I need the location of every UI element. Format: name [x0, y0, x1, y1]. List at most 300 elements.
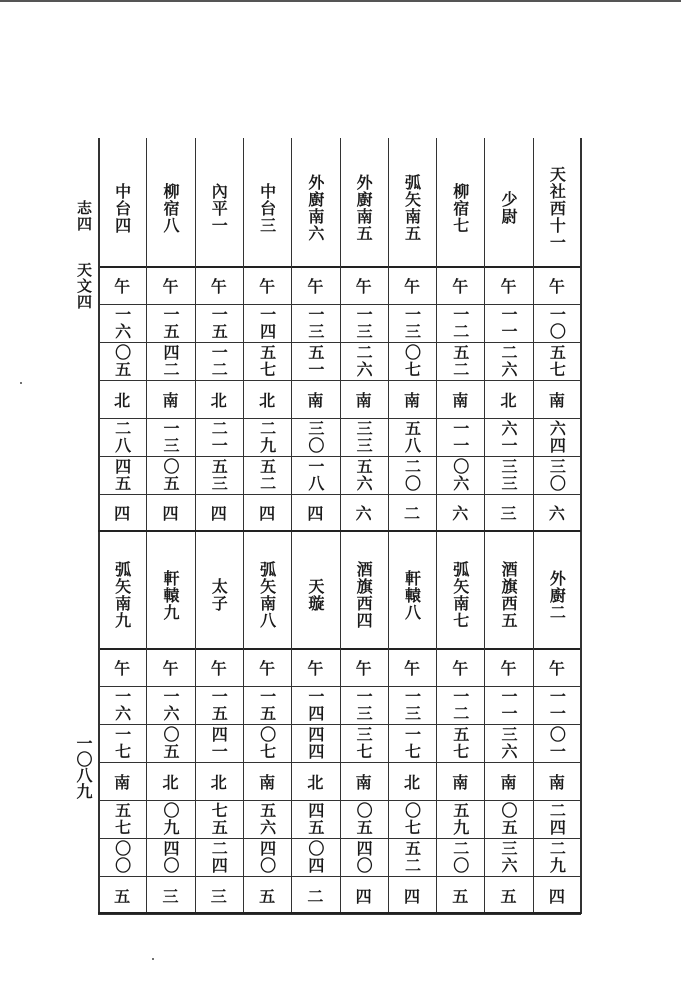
cell-value: 五	[259, 886, 276, 906]
cell-value: 五二	[402, 840, 422, 874]
star-name: 酒旗西四	[354, 561, 374, 629]
cell-value: 北	[500, 390, 517, 410]
degree-minute-cell	[533, 838, 581, 876]
column-rule	[195, 138, 196, 914]
magnitude-cell	[98, 494, 146, 530]
cell-value: 〇九	[160, 802, 180, 836]
cell-value: 七五	[209, 802, 229, 836]
cell-value: 六	[452, 503, 469, 523]
column-rule	[436, 138, 437, 914]
cell-value: 四	[259, 503, 276, 523]
cell-value: 四四	[305, 726, 325, 760]
cell-value: 〇五	[160, 726, 180, 760]
magnitude-cell	[340, 876, 388, 914]
star-name-cell	[98, 530, 146, 648]
cell-value: 一七	[402, 726, 422, 760]
cell-value: 五三	[209, 458, 229, 492]
cell-value: 午	[452, 276, 469, 296]
cell-value: 一〇	[547, 306, 567, 340]
minute-cell	[146, 342, 194, 380]
cell-value: 一六	[160, 688, 180, 722]
time-cell	[146, 266, 194, 304]
cell-value: 一七	[112, 726, 132, 760]
time-cell	[195, 266, 243, 304]
column-rule	[388, 138, 389, 914]
degree-cell	[291, 418, 339, 456]
cell-value: 五八	[402, 420, 422, 454]
star-name-cell	[291, 530, 339, 648]
cell-value: 五	[500, 886, 517, 906]
star-name-cell	[436, 138, 484, 266]
hour-cell	[533, 686, 581, 724]
minute-cell	[98, 342, 146, 380]
cell-value: 四	[403, 886, 420, 906]
star-name-cell	[146, 138, 194, 266]
direction-cell	[533, 380, 581, 418]
cell-value: 五七	[547, 344, 567, 378]
star-name-cell	[340, 138, 388, 266]
minute-cell	[243, 342, 291, 380]
star-name-cell	[484, 138, 532, 266]
degree-cell	[340, 418, 388, 456]
cell-value: 北	[403, 772, 420, 792]
star-name: 弧矢南七	[450, 561, 470, 629]
star-name-cell	[436, 530, 484, 648]
direction-cell	[388, 380, 436, 418]
cell-value: 三七	[354, 726, 374, 760]
time-cell	[436, 266, 484, 304]
time-cell	[243, 648, 291, 686]
cell-value: 午	[210, 276, 227, 296]
minute-cell	[388, 724, 436, 762]
hour-cell	[243, 686, 291, 724]
degree-cell	[291, 800, 339, 838]
cell-value: 一二	[209, 344, 229, 378]
star-name: 太子	[209, 578, 229, 612]
direction-cell	[243, 380, 291, 418]
minute-cell	[146, 724, 194, 762]
direction-cell	[436, 762, 484, 800]
hour-cell	[146, 686, 194, 724]
cell-value: 午	[548, 276, 565, 296]
cell-value: 午	[500, 276, 517, 296]
cell-value: 南	[307, 390, 324, 410]
page-number: 一〇八九	[74, 735, 93, 799]
cell-value: 四	[307, 503, 324, 523]
minute-cell	[195, 342, 243, 380]
cell-value: 一三	[402, 306, 422, 340]
magnitude-cell	[484, 494, 532, 530]
cell-value: 〇五	[160, 458, 180, 492]
degree-cell	[533, 418, 581, 456]
cell-value: 四二	[160, 344, 180, 378]
star-name-cell	[388, 530, 436, 648]
cell-value: 二	[307, 886, 324, 906]
degree-minute-cell	[243, 456, 291, 494]
degree-minute-cell	[484, 838, 532, 876]
degree-minute-cell	[243, 838, 291, 876]
direction-cell	[243, 762, 291, 800]
star-table	[98, 138, 581, 914]
degree-minute-cell	[195, 838, 243, 876]
magnitude-cell	[195, 494, 243, 530]
degree-cell	[436, 418, 484, 456]
magnitude-cell	[436, 876, 484, 914]
cell-value: 午	[307, 276, 324, 296]
cell-value: 一二	[450, 688, 470, 722]
degree-minute-cell	[291, 838, 339, 876]
hour-cell	[340, 686, 388, 724]
cell-value: 〇七	[402, 344, 422, 378]
direction-cell	[146, 380, 194, 418]
cell-value: 五	[114, 886, 131, 906]
cell-value: 三六	[499, 840, 519, 874]
cell-value: 北	[259, 390, 276, 410]
degree-cell	[98, 418, 146, 456]
cell-value: 午	[114, 658, 131, 678]
cell-value: 四五	[112, 458, 132, 492]
hour-cell	[291, 304, 339, 342]
star-name: 軒轅八	[402, 569, 422, 621]
degree-minute-cell	[436, 838, 484, 876]
star-name: 弧矢南五	[402, 174, 422, 242]
star-name-cell	[146, 530, 194, 648]
cell-value: 四	[114, 503, 131, 523]
cell-value: 午	[548, 658, 565, 678]
star-name: 柳宿八	[160, 182, 180, 234]
minute-cell	[195, 724, 243, 762]
cell-value: 一四	[257, 306, 277, 340]
cell-value: 一八	[305, 458, 325, 492]
magnitude-cell	[195, 876, 243, 914]
star-name: 天璇	[305, 578, 325, 612]
chapter-label: 志四	[75, 200, 93, 232]
degree-cell	[388, 800, 436, 838]
cell-value: 〇六	[450, 458, 470, 492]
degree-minute-cell	[98, 838, 146, 876]
cell-value: 午	[259, 658, 276, 678]
cell-value: 南	[403, 390, 420, 410]
magnitude-cell	[146, 494, 194, 530]
cell-value: 〇七	[257, 726, 277, 760]
degree-cell	[195, 800, 243, 838]
direction-cell	[195, 762, 243, 800]
cell-value: 四〇	[354, 840, 374, 874]
magnitude-cell	[146, 876, 194, 914]
degree-cell	[98, 800, 146, 838]
cell-value: 北	[210, 390, 227, 410]
direction-cell	[484, 380, 532, 418]
magnitude-cell	[291, 494, 339, 530]
direction-cell	[340, 380, 388, 418]
degree-minute-cell	[533, 456, 581, 494]
direction-cell	[195, 380, 243, 418]
degree-minute-cell	[484, 456, 532, 494]
magnitude-cell	[436, 494, 484, 530]
direction-cell	[436, 380, 484, 418]
star-name-cell	[195, 530, 243, 648]
hour-cell	[98, 304, 146, 342]
star-name: 外廚南六	[305, 174, 325, 242]
cell-value: 〇一	[547, 726, 567, 760]
cell-value: 二八	[112, 420, 132, 454]
star-name-cell	[243, 530, 291, 648]
cell-value: 三三	[499, 458, 519, 492]
cell-value: 一二	[450, 306, 470, 340]
cell-value: 〇五	[112, 344, 132, 378]
degree-cell	[146, 418, 194, 456]
magnitude-cell	[291, 876, 339, 914]
cell-value: 南	[452, 772, 469, 792]
cell-value: 一五	[209, 306, 229, 340]
time-cell	[533, 266, 581, 304]
cell-value: 二六	[499, 344, 519, 378]
degree-minute-cell	[146, 838, 194, 876]
speck	[20, 382, 22, 384]
cell-value: 〇五	[499, 802, 519, 836]
hour-cell	[388, 686, 436, 724]
direction-cell	[98, 762, 146, 800]
column-rule	[533, 138, 534, 914]
cell-value: 南	[355, 390, 372, 410]
degree-cell	[243, 418, 291, 456]
minute-cell	[388, 342, 436, 380]
hour-cell	[146, 304, 194, 342]
cell-value: 五七	[450, 726, 470, 760]
magnitude-cell	[388, 876, 436, 914]
cell-value: 一四	[305, 688, 325, 722]
cell-value: 一三	[402, 688, 422, 722]
hour-cell	[195, 304, 243, 342]
time-cell	[484, 266, 532, 304]
column-rule	[98, 138, 100, 914]
minute-cell	[98, 724, 146, 762]
cell-value: 二〇	[450, 840, 470, 874]
cell-value: 午	[355, 276, 372, 296]
magnitude-cell	[533, 876, 581, 914]
time-cell	[484, 648, 532, 686]
cell-value: 四	[162, 503, 179, 523]
degree-minute-cell	[388, 456, 436, 494]
degree-minute-cell	[195, 456, 243, 494]
cell-value: 午	[403, 276, 420, 296]
degree-minute-cell	[388, 838, 436, 876]
time-cell	[533, 648, 581, 686]
hour-cell	[98, 686, 146, 724]
cell-value: 北	[162, 772, 179, 792]
star-name-cell	[195, 138, 243, 266]
cell-value: 五九	[450, 802, 470, 836]
time-cell	[291, 266, 339, 304]
cell-value: 北	[307, 772, 324, 792]
cell-value: 午	[452, 658, 469, 678]
degree-minute-cell	[146, 456, 194, 494]
cell-value: 午	[403, 658, 420, 678]
cell-value: 二九	[257, 420, 277, 454]
minute-cell	[243, 724, 291, 762]
hour-cell	[388, 304, 436, 342]
minute-cell	[533, 724, 581, 762]
cell-value: 三〇	[547, 458, 567, 492]
degree-minute-cell	[340, 456, 388, 494]
hour-cell	[484, 686, 532, 724]
cell-value: 四〇	[160, 840, 180, 874]
magnitude-cell	[484, 876, 532, 914]
minute-cell	[533, 342, 581, 380]
direction-cell	[484, 762, 532, 800]
minute-cell	[340, 342, 388, 380]
degree-minute-cell	[291, 456, 339, 494]
cell-value: 五二	[257, 458, 277, 492]
direction-cell	[291, 762, 339, 800]
cell-value: 二〇	[402, 458, 422, 492]
time-cell	[195, 648, 243, 686]
cell-value: 四	[210, 503, 227, 523]
cell-value: 一三	[305, 306, 325, 340]
column-rule	[484, 138, 485, 914]
cell-value: 五六	[257, 802, 277, 836]
degree-cell	[195, 418, 243, 456]
degree-minute-cell	[340, 838, 388, 876]
cell-value: 一一	[450, 420, 470, 454]
column-rule	[243, 138, 244, 914]
minute-cell	[484, 724, 532, 762]
minute-cell	[291, 724, 339, 762]
star-name: 外廚二	[547, 569, 567, 621]
time-cell	[98, 266, 146, 304]
cell-value: 南	[355, 772, 372, 792]
hour-cell	[340, 304, 388, 342]
degree-cell	[243, 800, 291, 838]
cell-value: 南	[114, 772, 131, 792]
direction-cell	[533, 762, 581, 800]
minute-cell	[340, 724, 388, 762]
cell-value: 午	[114, 276, 131, 296]
hour-cell	[195, 686, 243, 724]
time-cell	[340, 648, 388, 686]
hour-cell	[291, 686, 339, 724]
minute-cell	[436, 724, 484, 762]
degree-cell	[436, 800, 484, 838]
cell-value: 午	[500, 658, 517, 678]
star-name: 弧矢南八	[257, 561, 277, 629]
star-name: 軒轅九	[160, 569, 180, 621]
cell-value: 三六	[499, 726, 519, 760]
cell-value: 三	[500, 503, 517, 523]
degree-cell	[533, 800, 581, 838]
star-name-cell	[533, 530, 581, 648]
cell-value: 六四	[547, 420, 567, 454]
cell-value: 一五	[160, 306, 180, 340]
cell-value: 二四	[547, 802, 567, 836]
cell-value: 午	[162, 658, 179, 678]
hour-cell	[436, 686, 484, 724]
cell-value: 四	[355, 886, 372, 906]
direction-cell	[146, 762, 194, 800]
magnitude-cell	[340, 494, 388, 530]
star-name-cell	[291, 138, 339, 266]
degree-cell	[388, 418, 436, 456]
hour-cell	[484, 304, 532, 342]
cell-value: 一三	[160, 420, 180, 454]
hour-cell	[243, 304, 291, 342]
time-cell	[98, 648, 146, 686]
magnitude-cell	[243, 494, 291, 530]
cell-value: 二九	[547, 840, 567, 874]
cell-value: 一一	[547, 688, 567, 722]
star-name: 少尉	[499, 191, 519, 225]
section-label: 天文四	[75, 262, 93, 310]
cell-value: 二一	[209, 420, 229, 454]
magnitude-cell	[243, 876, 291, 914]
time-cell	[388, 266, 436, 304]
star-name: 柳宿七	[450, 182, 470, 234]
cell-value: 南	[548, 390, 565, 410]
degree-cell	[340, 800, 388, 838]
cell-value: 午	[210, 658, 227, 678]
minute-cell	[291, 342, 339, 380]
star-name: 弧矢南九	[112, 561, 132, 629]
cell-value: 一六	[112, 688, 132, 722]
section-rule	[98, 530, 581, 532]
minute-cell	[436, 342, 484, 380]
cell-value: 三	[162, 886, 179, 906]
cell-value: 一三	[354, 688, 374, 722]
degree-cell	[484, 418, 532, 456]
bottom-rule	[98, 912, 581, 914]
cell-value: 二六	[354, 344, 374, 378]
row-rule	[98, 914, 581, 915]
cell-value: 二	[403, 503, 420, 523]
star-name-cell	[388, 138, 436, 266]
column-rule	[580, 138, 582, 914]
column-rule	[340, 138, 341, 914]
cell-value: 五二	[450, 344, 470, 378]
column-rule	[146, 138, 147, 914]
cell-value: 南	[548, 772, 565, 792]
degree-minute-cell	[436, 456, 484, 494]
time-cell	[291, 648, 339, 686]
hour-cell	[436, 304, 484, 342]
cell-value: 四	[548, 886, 565, 906]
direction-cell	[388, 762, 436, 800]
cell-value: 六	[548, 503, 565, 523]
cell-value: 北	[210, 772, 227, 792]
cell-value: 午	[162, 276, 179, 296]
time-cell	[243, 266, 291, 304]
cell-value: 〇四	[305, 840, 325, 874]
star-name: 中台三	[257, 182, 277, 234]
direction-cell	[291, 380, 339, 418]
star-name: 酒旗西五	[499, 561, 519, 629]
cell-value: 南	[500, 772, 517, 792]
cell-value: 一一	[499, 688, 519, 722]
cell-value: 三三	[354, 420, 374, 454]
direction-cell	[98, 380, 146, 418]
magnitude-cell	[533, 494, 581, 530]
hour-cell	[533, 304, 581, 342]
cell-value: 四〇	[257, 840, 277, 874]
speck	[152, 958, 154, 960]
cell-value: 北	[114, 390, 131, 410]
cell-value: 一五	[257, 688, 277, 722]
cell-value: 三	[210, 886, 227, 906]
direction-cell	[340, 762, 388, 800]
cell-value: 三〇	[305, 420, 325, 454]
time-cell	[436, 648, 484, 686]
column-rule	[291, 138, 292, 914]
star-name: 內平一	[209, 182, 229, 234]
